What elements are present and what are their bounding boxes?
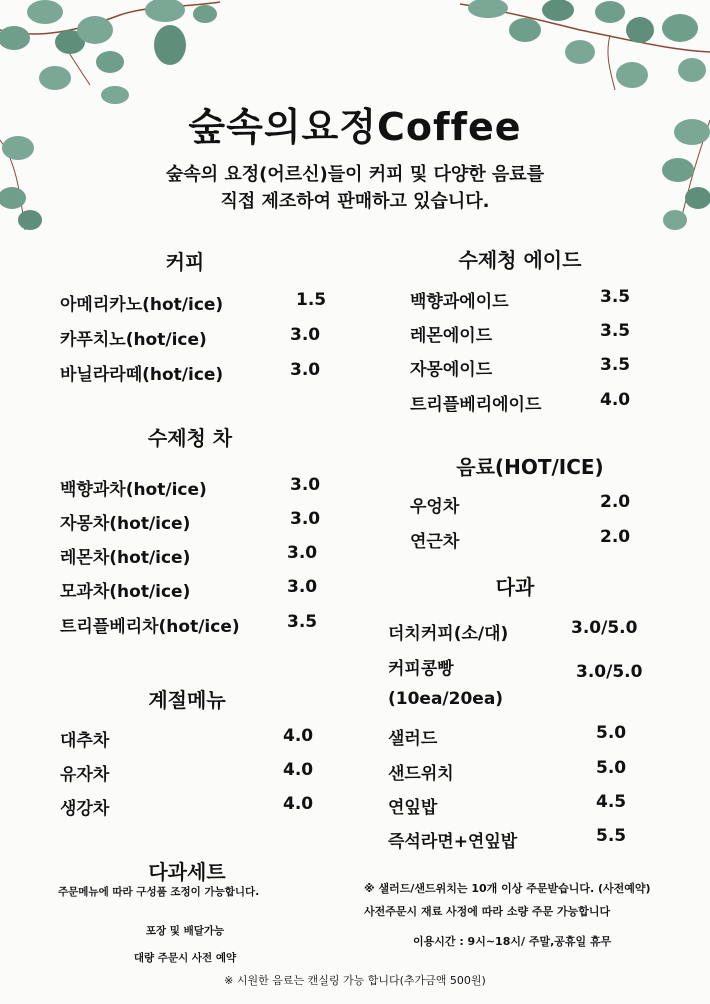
subtitle-line-1: 숲속의 요정(어르신)들이 커피 및 다양한 음료를 [165,164,545,185]
menu-item-price: 3.5 [600,355,631,375]
menu-item-price: 2.0 [600,492,631,512]
drinks-section-title: 음료(HOT/ICE) [456,455,604,479]
business-hours: 이용시간 : 9시~18시/ 주말,공휴일 휴무 [413,935,612,948]
menu-item-price: 3.0 [290,325,321,345]
menu-item-name: 즉석라면+연잎밥 [388,832,518,852]
bulk-order-note: 대량 주문시 사전 예약 [133,952,237,964]
menu-item-price: 3.0 [287,577,318,597]
menu-item-price: 4.0 [600,390,631,410]
menu-item-price: 3.5 [600,287,631,307]
menu-item-price: 5.0 [596,758,627,778]
menu-item-name: 백향과에이드 [410,292,509,312]
subtitle-line-2: 직접 제조하여 판매하고 있습니다. [220,191,490,212]
footer-note: ※ 시원한 음료는 캔실링 가능 합니다(추가금액 500원) [224,974,486,987]
menu-item-name: 더치커피(소/대) [388,624,509,644]
menu-item-price: 4.0 [283,726,314,746]
menu-item-price: 4.5 [596,792,627,812]
menu-item-name: 트리플베리에이드 [410,395,542,415]
menu-item-price: 1.5 [296,290,327,310]
menu-item-name: 샐러드 [388,729,438,749]
menu-item-name: 바닐라라떼(hot/ice) [60,365,224,385]
menu-item-name: 레몬에이드 [410,326,493,346]
salad-order-note: ※ 샐러드/샌드위치는 10개 이상 주문받습니다. (사전예약) [364,882,651,895]
ade-section-title: 수제청 에이드 [458,248,582,272]
menu-item-name: 카푸치노(hot/ice) [60,330,207,350]
menu-item-name: 자몽차(hot/ice) [60,514,191,534]
menu-item-price: 3.0/5.0 [576,662,643,682]
set-section-title: 다과세트 [148,860,226,884]
menu-item-name: 커피콩빵 [388,659,454,679]
menu-item-name: 연근차 [410,532,460,552]
menu-item-price: 5.5 [596,826,627,846]
menu-item-name: 연잎밥 [388,798,438,818]
menu-item-name-line-2: (10ea/20ea) [388,689,504,709]
eucalyptus-top-right-decoration [460,0,710,110]
menu-item-price: 3.0 [287,543,318,563]
menu-item-price: 3.0 [290,475,321,495]
menu-item-name: 생강차 [60,799,110,819]
menu-item-name: 모과차(hot/ice) [60,582,191,602]
menu-item-name: 아메리카노(hot/ice) [60,295,224,315]
eucalyptus-top-left-decoration [0,0,240,110]
menu-item-name: 백향과차(hot/ice) [60,480,207,500]
menu-item-name: 자몽에이드 [410,360,493,380]
snacks-section-title: 다과 [495,575,535,599]
coffee-section-title: 커피 [165,250,205,274]
page-title: 숲속의요정Coffee [188,105,522,149]
menu-item-name: 유자차 [60,765,110,785]
seasonal-section-title: 계절메뉴 [148,688,226,712]
menu-item-price: 3.0/5.0 [571,618,638,638]
set-note: 주문메뉴에 따라 구성품 조정이 가능합니다. [58,886,260,898]
packaging-note: 포장 및 배달가능 [145,925,225,937]
menu-item-price: 4.0 [283,760,314,780]
menu-item-price: 2.0 [600,527,631,547]
menu-item-name: 트리플베리차(hot/ice) [60,617,240,637]
menu-item-price: 3.5 [600,321,631,341]
menu-item-name: 우엉차 [410,497,460,517]
menu-item-price: 3.0 [290,509,321,529]
tea-section-title: 수제청 차 [147,426,233,450]
menu-item-price: 3.0 [290,360,321,380]
preorder-note: 사전주문시 재료 사정에 따라 소량 주문 가능합니다 [364,905,611,918]
menu-item-price: 3.5 [287,612,318,632]
menu-item-name: 레몬차(hot/ice) [60,548,191,568]
menu-item-name: 대추차 [60,731,110,751]
menu-item-price: 5.0 [596,723,627,743]
menu-item-name: 샌드위치 [388,764,454,784]
menu-item-price: 4.0 [283,794,314,814]
